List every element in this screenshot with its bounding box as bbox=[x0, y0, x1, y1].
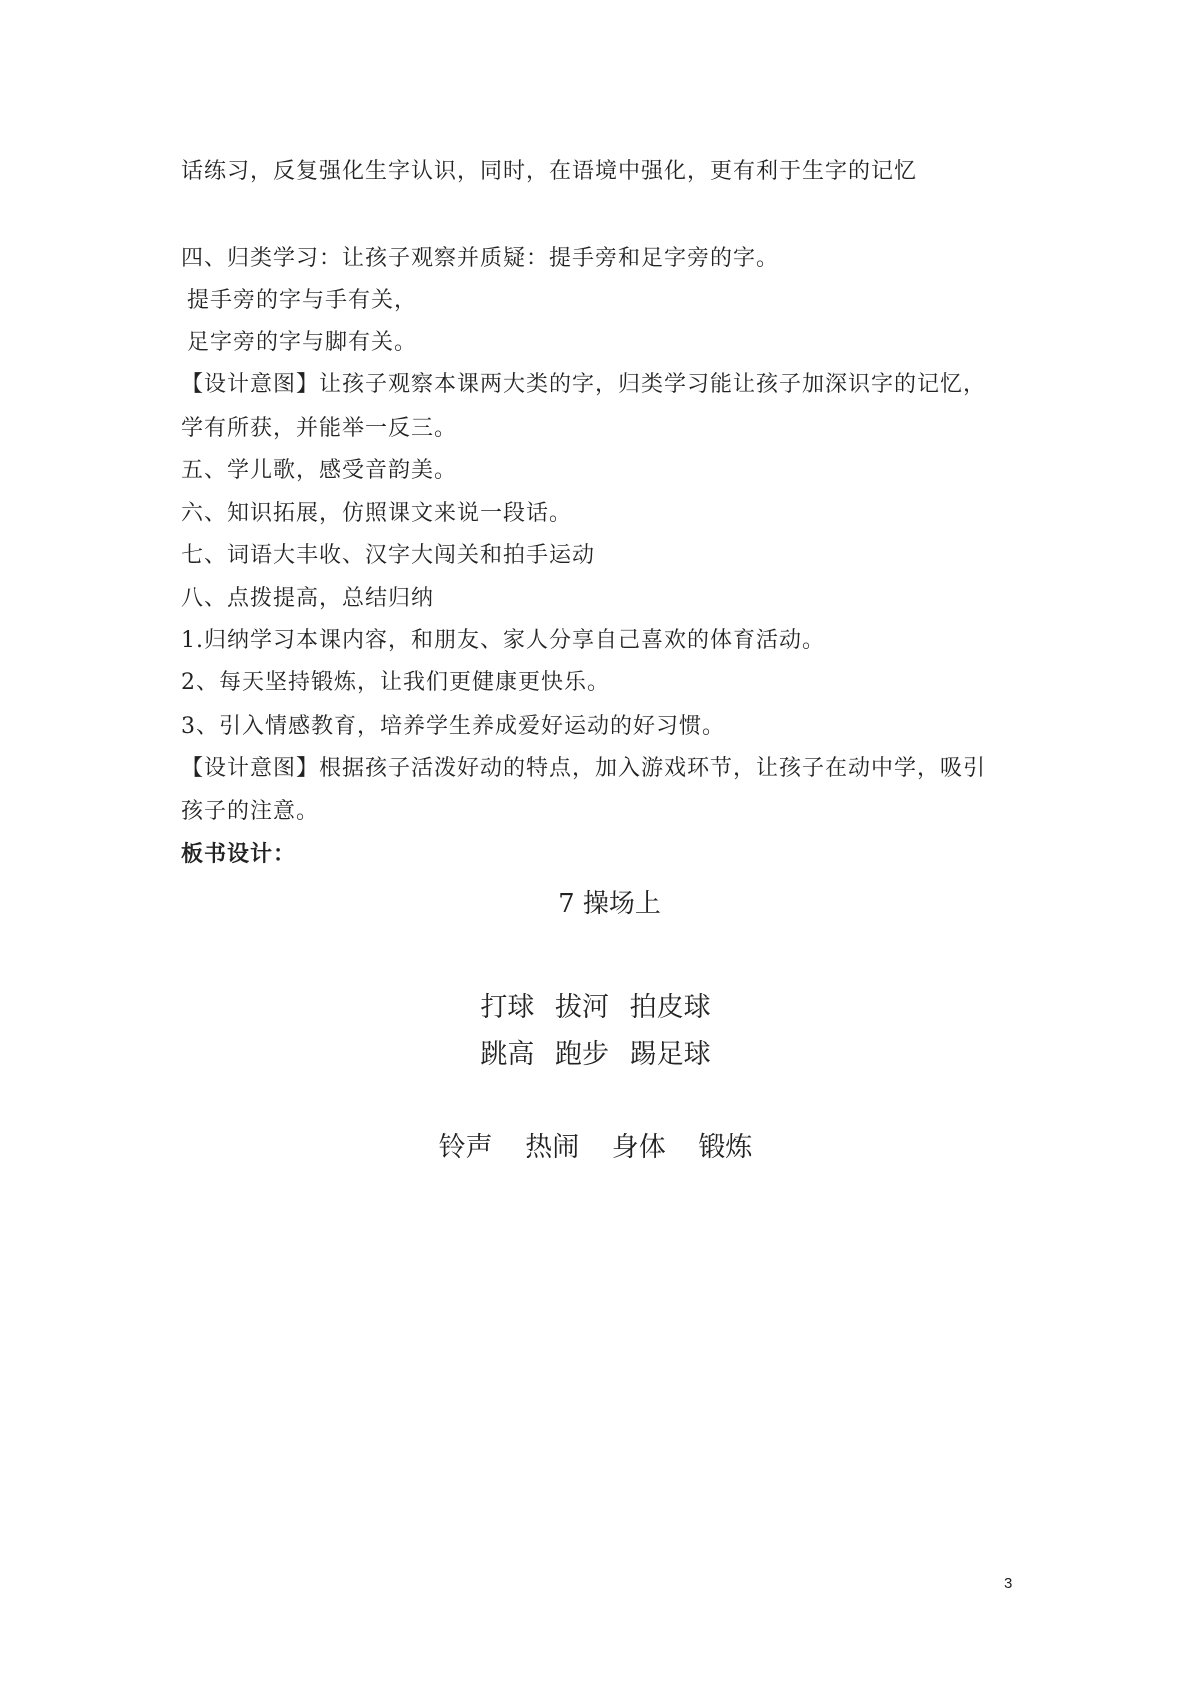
design-intent-line: 【设计意图】让孩子观察本课两大类的字，归类学习能让孩子加深识字的记忆， bbox=[181, 372, 987, 397]
paragraph-line: 学有所获，并能举一反三。 bbox=[181, 416, 458, 441]
section-heading-4: 四、归类学习：让孩子观察并质疑：提手旁和足字旁的字。 bbox=[181, 246, 780, 271]
board-word: 跑步 bbox=[555, 1039, 609, 1070]
board-word: 跳高 bbox=[480, 1039, 535, 1070]
board-word: 热闹 bbox=[525, 1132, 580, 1163]
design-intent-line: 【设计意图】根据孩子活泼好动的特点，加入游戏环节，让孩子在动中学，吸引 bbox=[181, 756, 987, 781]
list-item-3: 3、引入情感教育，培养学生养成爱好运动的好习惯。 bbox=[181, 714, 725, 739]
board-row-3 bbox=[0, 1130, 1191, 1166]
section-heading-7: 七、词语大丰收、汉字大闯关和拍手运动 bbox=[181, 543, 596, 568]
section-heading-5: 五、学儿歌，感受音韵美。 bbox=[181, 458, 458, 483]
list-item-2: 2、每天坚持锻炼，让我们更健康更快乐。 bbox=[181, 670, 610, 695]
board-word: 打球 bbox=[480, 992, 535, 1023]
page-number: 3 bbox=[1004, 1575, 1013, 1592]
paragraph-line: 提手旁的字与手有关， bbox=[187, 288, 418, 313]
section-heading-8: 八、点拨提高，总结归纳 bbox=[181, 586, 435, 611]
board-row-2 bbox=[0, 1037, 1191, 1073]
list-item-1: 1.归纳学习本课内容，和朋友、家人分享自己喜欢的体育活动。 bbox=[181, 628, 825, 653]
board-word: 锻炼 bbox=[698, 1132, 753, 1163]
paragraph-line: 话练习，反复强化生字认识，同时，在语境中强化，更有利于生字的记忆 bbox=[181, 159, 918, 184]
board-word: 拍皮球 bbox=[629, 992, 711, 1023]
paragraph-line: 足字旁的字与脚有关。 bbox=[187, 330, 418, 355]
board-design-heading: 板书设计： bbox=[181, 841, 297, 867]
board-word: 踢足球 bbox=[629, 1039, 711, 1070]
board-word: 拔河 bbox=[555, 992, 609, 1023]
board-word: 身体 bbox=[611, 1132, 666, 1163]
board-word: 铃声 bbox=[438, 1132, 493, 1163]
board-row-1 bbox=[0, 990, 1191, 1026]
paragraph-line: 孩子的注意。 bbox=[181, 799, 320, 824]
section-heading-6: 六、知识拓展，仿照课文来说一段话。 bbox=[181, 501, 573, 526]
board-title: 7 操场上 bbox=[558, 889, 661, 919]
